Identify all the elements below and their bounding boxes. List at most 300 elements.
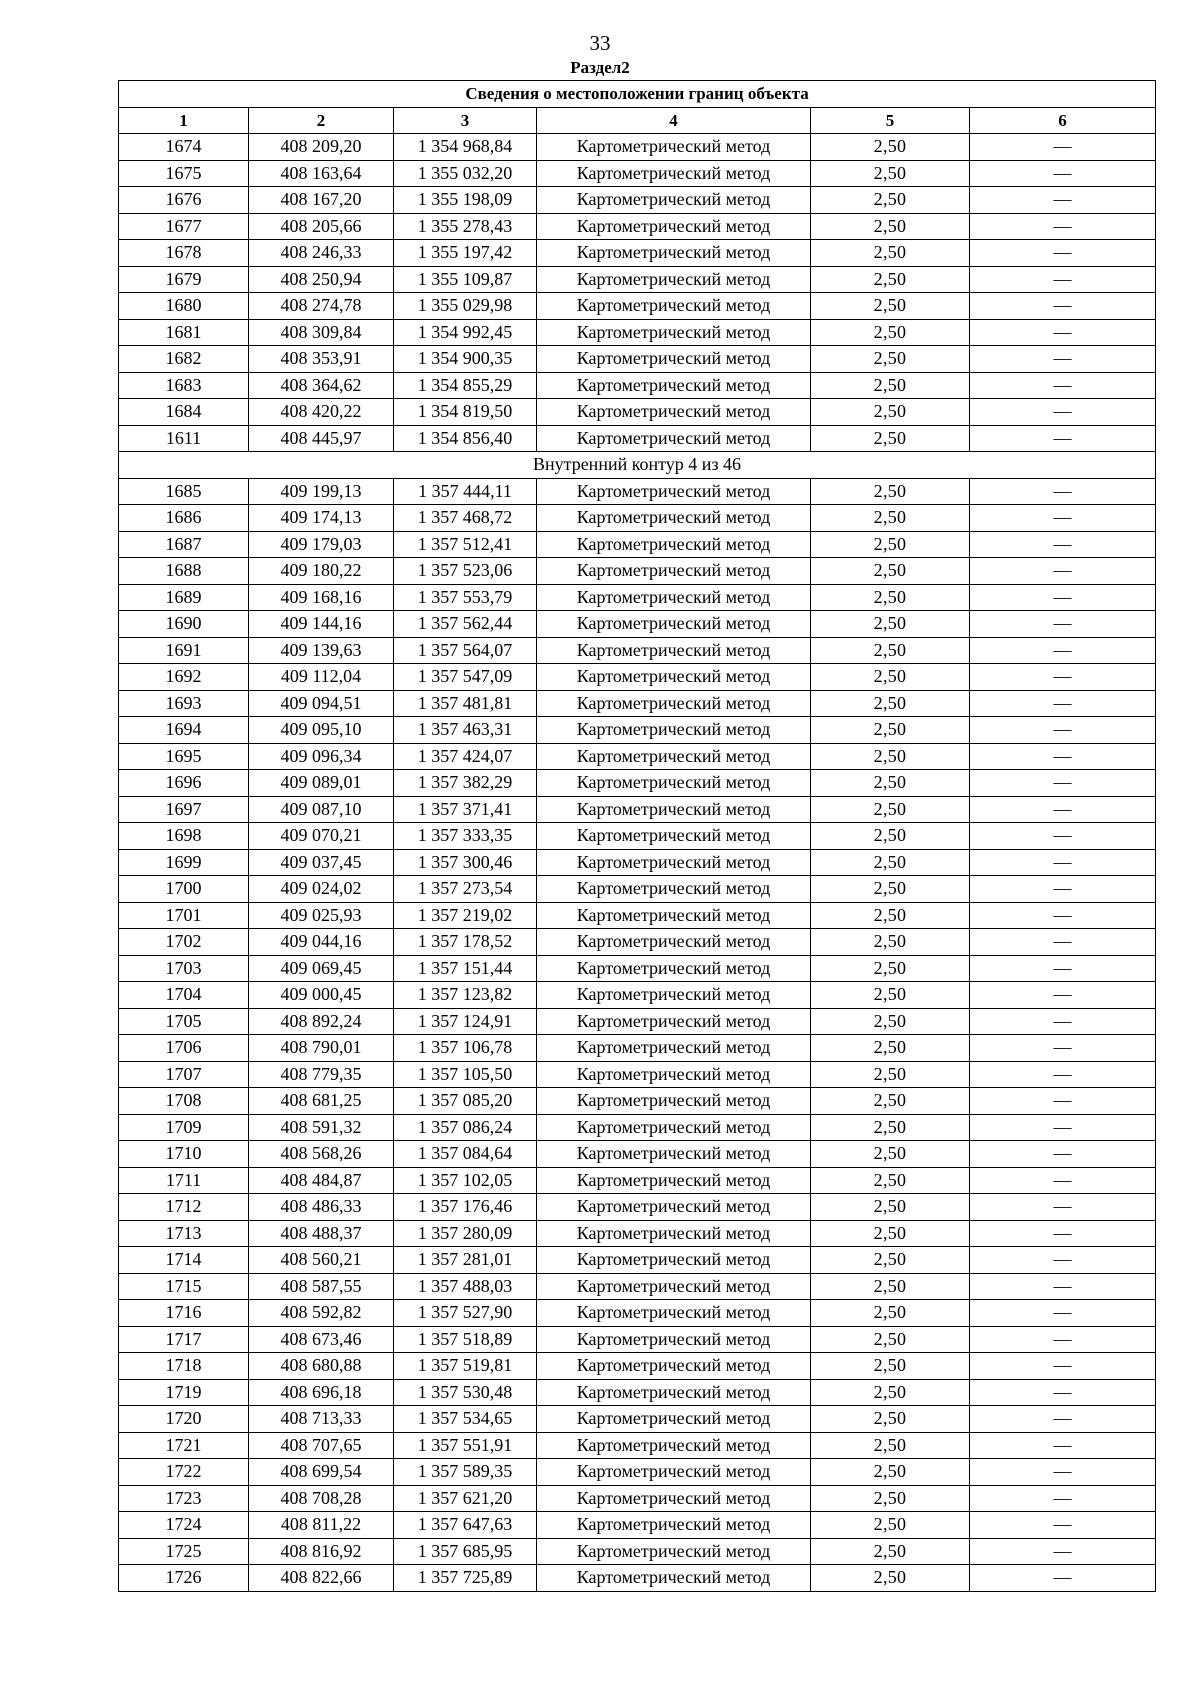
point-number-cell: 1684 [119,399,249,426]
accuracy-cell: 2,50 [811,1035,970,1062]
x-coordinate-cell: 408 696,18 [249,1379,394,1406]
x-coordinate-cell: 408 680,88 [249,1353,394,1380]
point-number-cell: 1717 [119,1326,249,1353]
description-cell: — [970,1061,1156,1088]
table-row [119,770,1156,797]
point-number-cell: 1696 [119,770,249,797]
accuracy-cell: 2,50 [811,982,970,1009]
table-row [119,876,1156,903]
description-cell: — [970,319,1156,346]
x-coordinate-cell: 409 070,21 [249,823,394,850]
point-number-cell: 1682 [119,346,249,373]
description-cell: — [970,213,1156,240]
table-row [119,690,1156,717]
method-cell: Картометрический метод [537,1459,811,1486]
method-cell: Картометрический метод [537,982,811,1009]
description-cell: — [970,982,1156,1009]
method-cell: Картометрический метод [537,134,811,161]
y-coordinate-cell: 1 355 278,43 [394,213,537,240]
table-row [119,160,1156,187]
method-cell: Картометрический метод [537,1194,811,1221]
accuracy-cell: 2,50 [811,823,970,850]
x-coordinate-cell: 408 484,87 [249,1167,394,1194]
description-cell: — [970,1512,1156,1539]
y-coordinate-cell: 1 357 444,11 [394,478,537,505]
accuracy-cell: 2,50 [811,399,970,426]
description-cell: — [970,796,1156,823]
description-cell: — [970,1432,1156,1459]
x-coordinate-cell: 409 144,16 [249,611,394,638]
point-number-cell: 1690 [119,611,249,638]
x-coordinate-cell: 408 568,26 [249,1141,394,1168]
table-row [119,743,1156,770]
accuracy-cell: 2,50 [811,558,970,585]
method-cell: Картометрический метод [537,319,811,346]
column-header: 3 [394,107,537,134]
point-number-cell: 1611 [119,425,249,452]
table-row [119,319,1156,346]
column-header: 1 [119,107,249,134]
y-coordinate-cell: 1 355 029,98 [394,293,537,320]
x-coordinate-cell: 408 681,25 [249,1088,394,1115]
table-row [119,1459,1156,1486]
point-number-cell: 1722 [119,1459,249,1486]
description-cell: — [970,372,1156,399]
x-coordinate-cell: 408 816,92 [249,1538,394,1565]
method-cell: Картометрический метод [537,902,811,929]
description-cell: — [970,1565,1156,1592]
accuracy-cell: 2,50 [811,1432,970,1459]
description-cell: — [970,902,1156,929]
method-cell: Картометрический метод [537,770,811,797]
y-coordinate-cell: 1 357 300,46 [394,849,537,876]
point-number-cell: 1695 [119,743,249,770]
x-coordinate-cell: 408 209,20 [249,134,394,161]
y-coordinate-cell: 1 357 589,35 [394,1459,537,1486]
x-coordinate-cell: 408 708,28 [249,1485,394,1512]
description-cell: — [970,505,1156,532]
x-coordinate-cell: 408 309,84 [249,319,394,346]
table-row [119,1300,1156,1327]
table-row [119,531,1156,558]
accuracy-cell: 2,50 [811,319,970,346]
caption-row [119,81,1156,108]
x-coordinate-cell: 409 044,16 [249,929,394,956]
point-number-cell: 1676 [119,187,249,214]
method-cell: Картометрический метод [537,187,811,214]
table-row [119,823,1156,850]
table-row [119,1035,1156,1062]
x-coordinate-cell: 409 096,34 [249,743,394,770]
description-cell: — [970,1538,1156,1565]
table-row [119,1088,1156,1115]
table-row [119,134,1156,161]
accuracy-cell: 2,50 [811,1088,970,1115]
accuracy-cell: 2,50 [811,134,970,161]
table-caption: Сведения о местоположении границ объекта [119,81,1156,108]
y-coordinate-cell: 1 357 123,82 [394,982,537,1009]
point-number-cell: 1705 [119,1008,249,1035]
y-coordinate-cell: 1 357 424,07 [394,743,537,770]
method-cell: Картометрический метод [537,505,811,532]
y-coordinate-cell: 1 357 519,81 [394,1353,537,1380]
point-number-cell: 1713 [119,1220,249,1247]
x-coordinate-cell: 409 180,22 [249,558,394,585]
point-number-cell: 1675 [119,160,249,187]
x-coordinate-cell: 409 024,02 [249,876,394,903]
accuracy-cell: 2,50 [811,770,970,797]
table-row [119,1379,1156,1406]
table-row [119,637,1156,664]
point-number-cell: 1714 [119,1247,249,1274]
description-cell: — [970,743,1156,770]
x-coordinate-cell: 408 560,21 [249,1247,394,1274]
accuracy-cell: 2,50 [811,955,970,982]
table-row [119,1008,1156,1035]
method-cell: Картометрический метод [537,584,811,611]
x-coordinate-cell: 409 112,04 [249,664,394,691]
x-coordinate-cell: 409 037,45 [249,849,394,876]
y-coordinate-cell: 1 357 176,46 [394,1194,537,1221]
table-row [119,955,1156,982]
description-cell: — [970,1008,1156,1035]
accuracy-cell: 2,50 [811,664,970,691]
method-cell: Картометрический метод [537,611,811,638]
x-coordinate-cell: 408 488,37 [249,1220,394,1247]
method-cell: Картометрический метод [537,1326,811,1353]
table-row [119,1406,1156,1433]
accuracy-cell: 2,50 [811,1194,970,1221]
accuracy-cell: 2,50 [811,1008,970,1035]
y-coordinate-cell: 1 357 219,02 [394,902,537,929]
description-cell: — [970,770,1156,797]
table-row [119,187,1156,214]
table-row [119,293,1156,320]
y-coordinate-cell: 1 357 333,35 [394,823,537,850]
accuracy-cell: 2,50 [811,1512,970,1539]
point-number-cell: 1707 [119,1061,249,1088]
x-coordinate-cell: 409 094,51 [249,690,394,717]
point-number-cell: 1709 [119,1114,249,1141]
table-row [119,558,1156,585]
x-coordinate-cell: 408 699,54 [249,1459,394,1486]
point-number-cell: 1699 [119,849,249,876]
method-cell: Картометрический метод [537,160,811,187]
description-cell: — [970,1141,1156,1168]
y-coordinate-cell: 1 357 547,09 [394,664,537,691]
description-cell: — [970,664,1156,691]
description-cell: — [970,399,1156,426]
table-row [119,505,1156,532]
x-coordinate-cell: 408 591,32 [249,1114,394,1141]
description-cell: — [970,134,1156,161]
method-cell: Картометрический метод [537,1088,811,1115]
accuracy-cell: 2,50 [811,876,970,903]
method-cell: Картометрический метод [537,1141,811,1168]
accuracy-cell: 2,50 [811,372,970,399]
method-cell: Картометрический метод [537,266,811,293]
table-row [119,902,1156,929]
point-number-cell: 1689 [119,584,249,611]
point-number-cell: 1692 [119,664,249,691]
point-number-cell: 1716 [119,1300,249,1327]
accuracy-cell: 2,50 [811,1247,970,1274]
x-coordinate-cell: 408 274,78 [249,293,394,320]
description-cell: — [970,478,1156,505]
y-coordinate-cell: 1 357 621,20 [394,1485,537,1512]
point-number-cell: 1701 [119,902,249,929]
method-cell: Картометрический метод [537,929,811,956]
method-cell: Картометрический метод [537,1538,811,1565]
column-header: 6 [970,107,1156,134]
y-coordinate-cell: 1 357 105,50 [394,1061,537,1088]
x-coordinate-cell: 408 790,01 [249,1035,394,1062]
y-coordinate-cell: 1 354 856,40 [394,425,537,452]
x-coordinate-cell: 408 420,22 [249,399,394,426]
point-number-cell: 1674 [119,134,249,161]
description-cell: — [970,266,1156,293]
description-cell: — [970,584,1156,611]
x-coordinate-cell: 409 087,10 [249,796,394,823]
point-number-cell: 1726 [119,1565,249,1592]
table-row [119,213,1156,240]
accuracy-cell: 2,50 [811,637,970,664]
method-cell: Картометрический метод [537,372,811,399]
x-coordinate-cell: 409 000,45 [249,982,394,1009]
method-cell: Картометрический метод [537,796,811,823]
description-cell: — [970,293,1156,320]
table-body [119,134,1156,1592]
description-cell: — [970,1406,1156,1433]
description-cell: — [970,690,1156,717]
y-coordinate-cell: 1 357 534,65 [394,1406,537,1433]
accuracy-cell: 2,50 [811,743,970,770]
method-cell: Картометрический метод [537,1485,811,1512]
accuracy-cell: 2,50 [811,213,970,240]
accuracy-cell: 2,50 [811,902,970,929]
table-row [119,1141,1156,1168]
point-number-cell: 1677 [119,213,249,240]
x-coordinate-cell: 408 486,33 [249,1194,394,1221]
accuracy-cell: 2,50 [811,849,970,876]
accuracy-cell: 2,50 [811,1459,970,1486]
x-coordinate-cell: 408 353,91 [249,346,394,373]
y-coordinate-cell: 1 357 530,48 [394,1379,537,1406]
x-coordinate-cell: 408 250,94 [249,266,394,293]
point-number-cell: 1706 [119,1035,249,1062]
description-cell: — [970,425,1156,452]
y-coordinate-cell: 1 357 124,91 [394,1008,537,1035]
x-coordinate-cell: 408 779,35 [249,1061,394,1088]
table-row [119,266,1156,293]
method-cell: Картометрический метод [537,637,811,664]
accuracy-cell: 2,50 [811,796,970,823]
point-number-cell: 1724 [119,1512,249,1539]
description-cell: — [970,558,1156,585]
point-number-cell: 1688 [119,558,249,585]
table-row [119,1565,1156,1592]
table-row [119,1353,1156,1380]
point-number-cell: 1686 [119,505,249,532]
y-coordinate-cell: 1 357 553,79 [394,584,537,611]
point-number-cell: 1725 [119,1538,249,1565]
description-cell: — [970,1220,1156,1247]
point-number-cell: 1678 [119,240,249,267]
y-coordinate-cell: 1 357 564,07 [394,637,537,664]
x-coordinate-cell: 409 095,10 [249,717,394,744]
method-cell: Картометрический метод [537,849,811,876]
accuracy-cell: 2,50 [811,1220,970,1247]
y-coordinate-cell: 1 357 463,31 [394,717,537,744]
description-cell: — [970,876,1156,903]
x-coordinate-cell: 408 592,82 [249,1300,394,1327]
table-row [119,1432,1156,1459]
method-cell: Картометрический метод [537,690,811,717]
table-row [119,346,1156,373]
description-cell: — [970,823,1156,850]
method-cell: Картометрический метод [537,399,811,426]
point-number-cell: 1697 [119,796,249,823]
method-cell: Картометрический метод [537,425,811,452]
table-row [119,849,1156,876]
point-number-cell: 1700 [119,876,249,903]
method-cell: Картометрический метод [537,293,811,320]
point-number-cell: 1715 [119,1273,249,1300]
y-coordinate-cell: 1 354 992,45 [394,319,537,346]
y-coordinate-cell: 1 357 178,52 [394,929,537,956]
method-cell: Картометрический метод [537,1565,811,1592]
accuracy-cell: 2,50 [811,187,970,214]
table-row [119,372,1156,399]
y-coordinate-cell: 1 357 102,05 [394,1167,537,1194]
accuracy-cell: 2,50 [811,1379,970,1406]
point-number-cell: 1683 [119,372,249,399]
method-cell: Картометрический метод [537,1353,811,1380]
x-coordinate-cell: 408 811,22 [249,1512,394,1539]
table-row [119,1512,1156,1539]
point-number-cell: 1703 [119,955,249,982]
description-cell: — [970,1167,1156,1194]
table-row [119,1220,1156,1247]
method-cell: Картометрический метод [537,1008,811,1035]
table-row [119,1326,1156,1353]
x-coordinate-cell: 409 139,63 [249,637,394,664]
table-row [119,1538,1156,1565]
y-coordinate-cell: 1 357 562,44 [394,611,537,638]
boundary-coordinates-table [118,80,1156,1592]
description-cell: — [970,187,1156,214]
table-row [119,240,1156,267]
point-number-cell: 1698 [119,823,249,850]
table-row [119,796,1156,823]
description-cell: — [970,240,1156,267]
column-header: 5 [811,107,970,134]
description-cell: — [970,1459,1156,1486]
description-cell: — [970,611,1156,638]
table-row [119,399,1156,426]
table-row [119,1247,1156,1274]
description-cell: — [970,346,1156,373]
table-row [119,1273,1156,1300]
point-number-cell: 1679 [119,266,249,293]
point-number-cell: 1720 [119,1406,249,1433]
description-cell: — [970,637,1156,664]
accuracy-cell: 2,50 [811,1538,970,1565]
table-row [119,1485,1156,1512]
x-coordinate-cell: 409 168,16 [249,584,394,611]
table-row [119,717,1156,744]
x-coordinate-cell: 408 822,66 [249,1565,394,1592]
x-coordinate-cell: 408 673,46 [249,1326,394,1353]
x-coordinate-cell: 409 089,01 [249,770,394,797]
y-coordinate-cell: 1 354 968,84 [394,134,537,161]
accuracy-cell: 2,50 [811,346,970,373]
table-row [119,982,1156,1009]
description-cell: — [970,1326,1156,1353]
y-coordinate-cell: 1 355 032,20 [394,160,537,187]
method-cell: Картометрический метод [537,1220,811,1247]
accuracy-cell: 2,50 [811,266,970,293]
y-coordinate-cell: 1 357 084,64 [394,1141,537,1168]
accuracy-cell: 2,50 [811,584,970,611]
point-number-cell: 1685 [119,478,249,505]
method-cell: Картометрический метод [537,664,811,691]
accuracy-cell: 2,50 [811,1273,970,1300]
accuracy-cell: 2,50 [811,478,970,505]
x-coordinate-cell: 408 713,33 [249,1406,394,1433]
description-cell: — [970,929,1156,956]
description-cell: — [970,1273,1156,1300]
method-cell: Картометрический метод [537,558,811,585]
page-number: 33 [589,31,611,55]
description-cell: — [970,531,1156,558]
accuracy-cell: 2,50 [811,1061,970,1088]
accuracy-cell: 2,50 [811,1353,970,1380]
description-cell: — [970,1194,1156,1221]
method-cell: Картометрический метод [537,1300,811,1327]
accuracy-cell: 2,50 [811,425,970,452]
accuracy-cell: 2,50 [811,1326,970,1353]
x-coordinate-cell: 409 025,93 [249,902,394,929]
accuracy-cell: 2,50 [811,1300,970,1327]
method-cell: Картометрический метод [537,1273,811,1300]
table-head [119,81,1156,134]
y-coordinate-cell: 1 357 371,41 [394,796,537,823]
y-coordinate-cell: 1 357 273,54 [394,876,537,903]
x-coordinate-cell: 408 163,64 [249,160,394,187]
y-coordinate-cell: 1 357 685,95 [394,1538,537,1565]
x-coordinate-cell: 409 179,03 [249,531,394,558]
table-row [119,1061,1156,1088]
method-cell: Картометрический метод [537,213,811,240]
y-coordinate-cell: 1 355 198,09 [394,187,537,214]
x-coordinate-cell: 408 167,20 [249,187,394,214]
x-coordinate-cell: 409 069,45 [249,955,394,982]
point-number-cell: 1719 [119,1379,249,1406]
section-title: Раздел2 [570,58,630,77]
description-cell: — [970,717,1156,744]
accuracy-cell: 2,50 [811,611,970,638]
accuracy-cell: 2,50 [811,293,970,320]
y-coordinate-cell: 1 354 819,50 [394,399,537,426]
method-cell: Картометрический метод [537,1061,811,1088]
description-cell: — [970,1247,1156,1274]
y-coordinate-cell: 1 357 468,72 [394,505,537,532]
method-cell: Картометрический метод [537,1379,811,1406]
y-coordinate-cell: 1 357 382,29 [394,770,537,797]
x-coordinate-cell: 409 199,13 [249,478,394,505]
y-coordinate-cell: 1 357 527,90 [394,1300,537,1327]
